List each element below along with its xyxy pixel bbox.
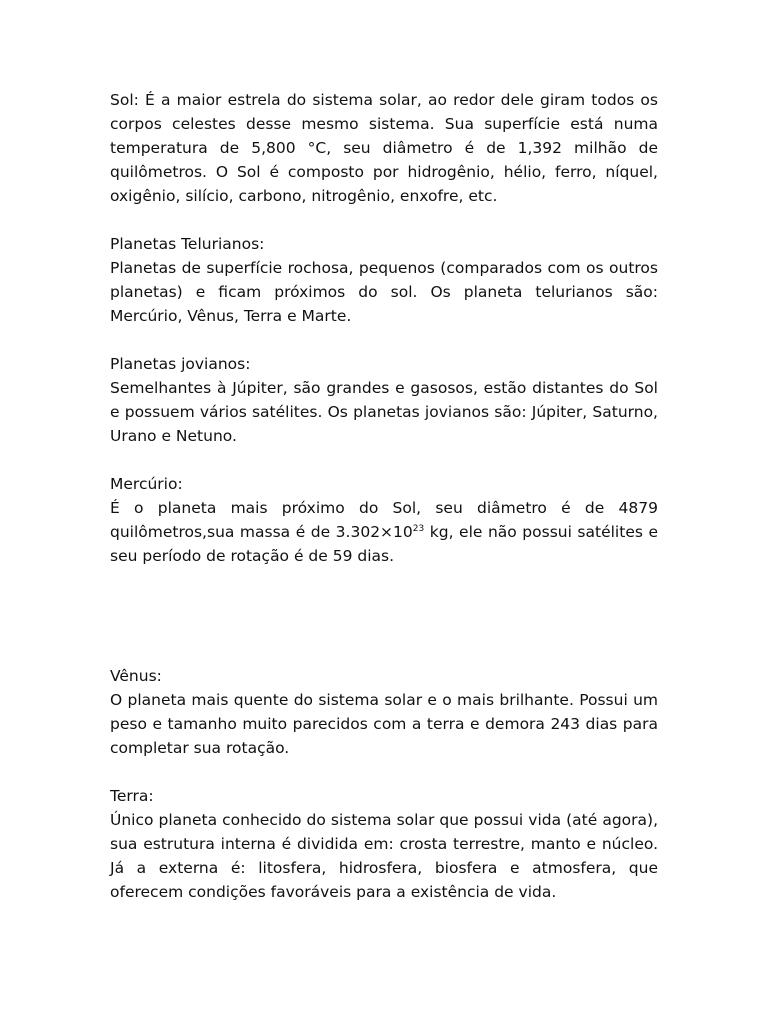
venus-heading: Vênus: — [110, 667, 162, 685]
telurianos-paragraph: Planetas de superfície rochosa, pequenos (comparados com os outros planetas) e ficam próximos do sol. Os planeta telurianos são: Mercúrio, Vênus, Terra e Marte. — [110, 259, 658, 325]
venus-paragraph: O planeta mais quente do sistema solar e o mais brilhante. Possui um peso e tamanho muito parecidos com a terra e demora 243 dias para completar sua rotação. — [110, 691, 658, 757]
sol-paragraph: Sol: É a maior estrela do sistema solar, ao redor dele giram todos os corpos celestes desse mesmo sistema. Sua superfície está numa temperatura de 5,800 °C, seu diâmetro é de 1,392 milhão de quilômetros. O Sol é composto por hidrogênio, hélio, ferro, níquel, oxigênio, silício, carbono, nitrogênio, enxofre, etc. — [110, 91, 658, 205]
section-sol — [110, 88, 658, 208]
terra-paragraph: Único planeta conhecido do sistema solar que possui vida (até agora), sua estrutura interna é dividida em: crosta terrestre, manto e núcleo. Já a externa é: litosfera, hidrosfera, biosfera e atmosfera, que oferecem condições favoráveis para a existência de vida. — [110, 811, 658, 901]
section-venus — [110, 664, 658, 760]
mercurio-text-before: É o planeta mais próximo do Sol, seu diâmetro é de 4879 quilômetros,sua massa é de 3.302×10 — [110, 499, 658, 541]
section-jovianos — [110, 352, 658, 448]
mercurio-heading: Mercúrio: — [110, 475, 183, 493]
jovianos-heading: Planetas jovianos: — [110, 355, 251, 373]
section-mercurio — [110, 472, 658, 568]
terra-heading: Terra: — [110, 787, 154, 805]
mercurio-exponent: 23 — [412, 524, 425, 534]
blank-space — [110, 592, 658, 664]
mercurio-paragraph — [110, 496, 658, 568]
mercurio-text-after: kg, ele não possui satélites e seu período de rotação é de 59 dias. — [110, 523, 658, 565]
telurianos-heading: Planetas Telurianos: — [110, 235, 265, 253]
jovianos-paragraph: Semelhantes à Júpiter, são grandes e gasosos, estão distantes do Sol e possuem vários satélites. Os planetas jovianos são: Júpiter, Saturno, Urano e Netuno. — [110, 379, 658, 445]
section-terra — [110, 784, 658, 904]
section-telurianos — [110, 232, 658, 328]
document-page — [110, 88, 658, 928]
